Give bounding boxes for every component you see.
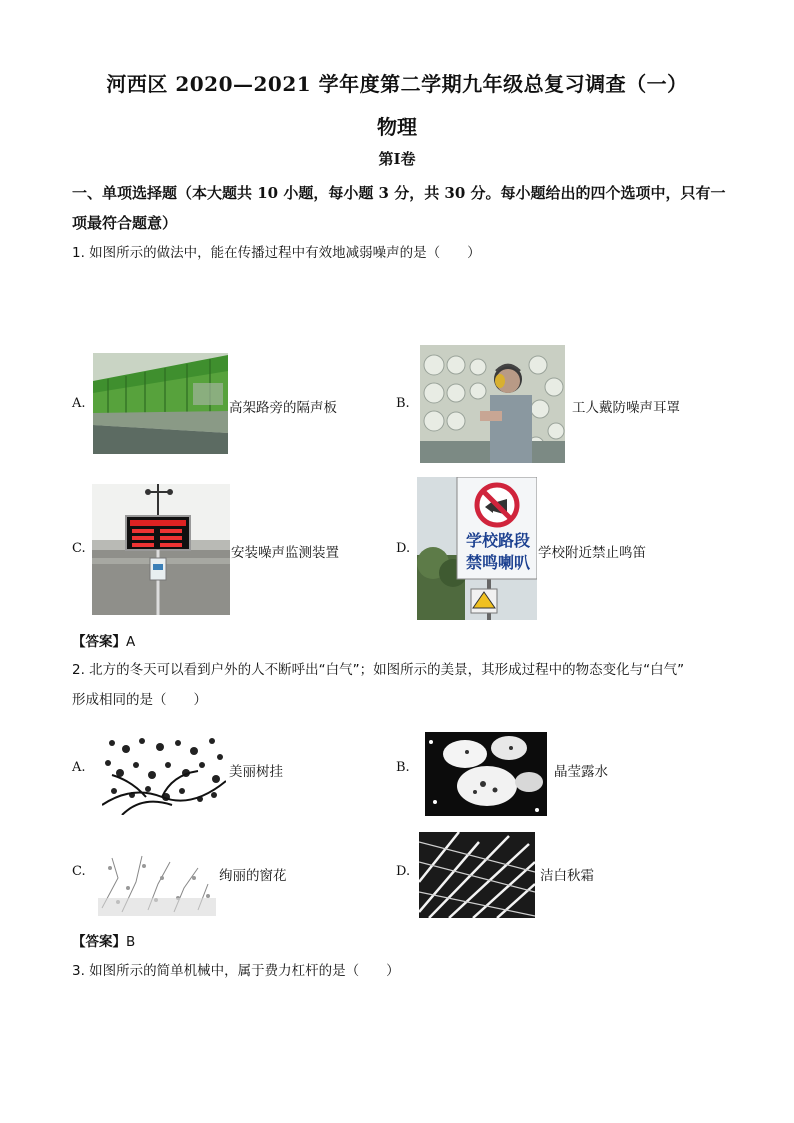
q1-option-b-letter: B. xyxy=(396,396,410,411)
q1-option-b-image xyxy=(420,345,565,463)
q2-option-a-image xyxy=(102,735,226,815)
q2-answer xyxy=(72,930,135,950)
q2-option-b-caption: 晶莹露水 xyxy=(554,764,608,780)
section-heading: 一、单项选择题（本大题共 10 小题，每小题 3 分，共 30 分。每小题给出的四个选项中，只有一项最符合题意） xyxy=(72,184,726,232)
q1-answer xyxy=(72,630,135,650)
q2-option-b-image xyxy=(425,732,547,816)
q1-option-a-caption: 高架路旁的隔声板 xyxy=(229,400,337,416)
q1-option-d-letter: D. xyxy=(396,541,411,556)
q1-option-a-letter: A. xyxy=(72,396,86,411)
q1-option-a-image xyxy=(93,353,228,454)
q2-option-c-letter: C. xyxy=(72,864,86,879)
q2-option-c-caption: 绚丽的窗花 xyxy=(219,868,287,884)
q1-answer-value: A xyxy=(126,634,136,650)
q2-option-c-image xyxy=(98,838,216,916)
q2-option-d-caption: 洁白秋霜 xyxy=(540,868,594,884)
question-1-stem: 1. 如图所示的做法中，能在传播过程中有效地减弱噪声的是（ ） xyxy=(72,245,481,261)
question-2-stem-line1: 2. 北方的冬天可以看到户外的人不断呼出“白气”；如图所示的美景，其形成过程中的物态变化与“白气” xyxy=(72,662,685,678)
q1-option-b-caption: 工人戴防噪声耳罩 xyxy=(572,400,680,416)
q1-option-d-caption: 学校附近禁止鸣笛 xyxy=(538,545,646,561)
exam-title: 河西区 2020—2021 学年度第二学期九年级总复习调查（一） xyxy=(106,72,688,96)
q2-answer-value: B xyxy=(126,934,136,950)
q1-answer-label: 【答案】 xyxy=(72,634,126,650)
sign-line2: 禁鸣喇叭 xyxy=(465,553,530,572)
question-3-stem: 3. 如图所示的简单机械中，属于费力杠杆的是（ ） xyxy=(72,963,400,979)
question-2-stem-line2: 形成相同的是（ ） xyxy=(72,692,207,708)
q2-option-d-image xyxy=(419,832,535,918)
sign-line1: 学校路段 xyxy=(465,531,530,550)
q2-option-a-letter: A. xyxy=(72,760,86,775)
q1-option-c-letter: C. xyxy=(72,541,86,556)
q2-option-b-letter: B. xyxy=(396,760,410,775)
volume-title: 第Ⅰ卷 xyxy=(378,150,416,168)
q1-option-d-image xyxy=(417,477,537,620)
q2-option-d-letter: D. xyxy=(396,864,411,879)
subject-title: 物理 xyxy=(377,115,417,139)
q2-answer-label: 【答案】 xyxy=(72,934,126,950)
q1-option-c-caption: 安装噪声监测装置 xyxy=(231,545,339,561)
q1-option-c-image xyxy=(92,484,230,615)
q2-option-a-caption: 美丽树挂 xyxy=(229,764,283,780)
